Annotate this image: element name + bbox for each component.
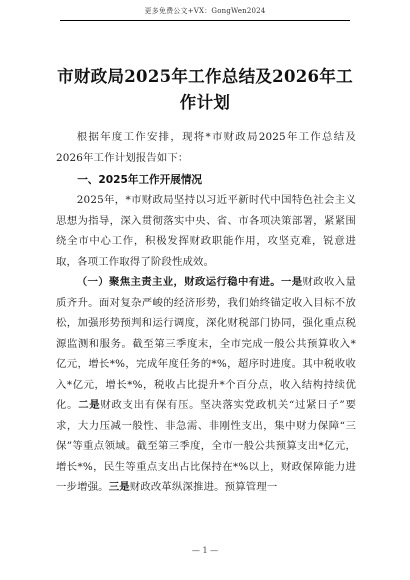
page-number: — 1 —: [191, 546, 219, 555]
header-note: 更多免费公文+VX：GongWen2024: [144, 7, 266, 15]
subsection-heading: （一）聚焦主责主业，财政运行稳中有进。: [76, 276, 281, 288]
section-paragraph-2025: 2025年，*市财政局坚持以习近平新时代中国特色社会主义思想为指导，深入贯彻落实中央、省、市各项决策部署，紧紧围绕全市中心工作，积极发挥财政职能作用，攻坚克难，锐意进取，各项工作取得了阶段性成效。: [56, 194, 356, 268]
point-lead-2: 二是: [78, 399, 101, 411]
document-title: 市财政局2025年工作总结及2026年工作计划: [57, 67, 353, 112]
point-text-3: 财政改革纵深推进。预算管理一: [129, 481, 278, 493]
header-divider: [60, 20, 350, 21]
point-lead-1: 一是: [280, 276, 303, 288]
intro-paragraph: 根据年度工作安排，现将*市财政局2025年工作总结及2026年工作计划报告如下：: [56, 131, 356, 164]
point-text-2: 财政支出有保有压。坚决落实党政机关“过紧日子”要求，大力压减一般性、非急需、非刚性支出，集中财力保障“三保”等重点领域。截至第三季度，全市一般公共预算支出*亿元，增长*%，民生等重点支出占比保持在*%以上，财政保障能力进一步增强。: [56, 399, 356, 493]
point-text-1: 财政收入量质齐升。面对复杂严峻的经济形势，我们始终锚定收入目标不放松，加强形势预判和运行调度，深化财税部门协同，强化重点税源监测和服务。截至第三季度末，全市完成一般公共预算收入*亿元，增长*%，完成年度任务的*%，超序时进度。其中税收收入*亿元，增长*%，税收占比提升*个百分点，收入结构持续优化。: [56, 276, 356, 411]
point-lead-3: 三是: [108, 481, 130, 493]
subsection-paragraph: [56, 272, 356, 498]
section-heading-2025: 一、2025年工作开展情况: [77, 174, 203, 186]
